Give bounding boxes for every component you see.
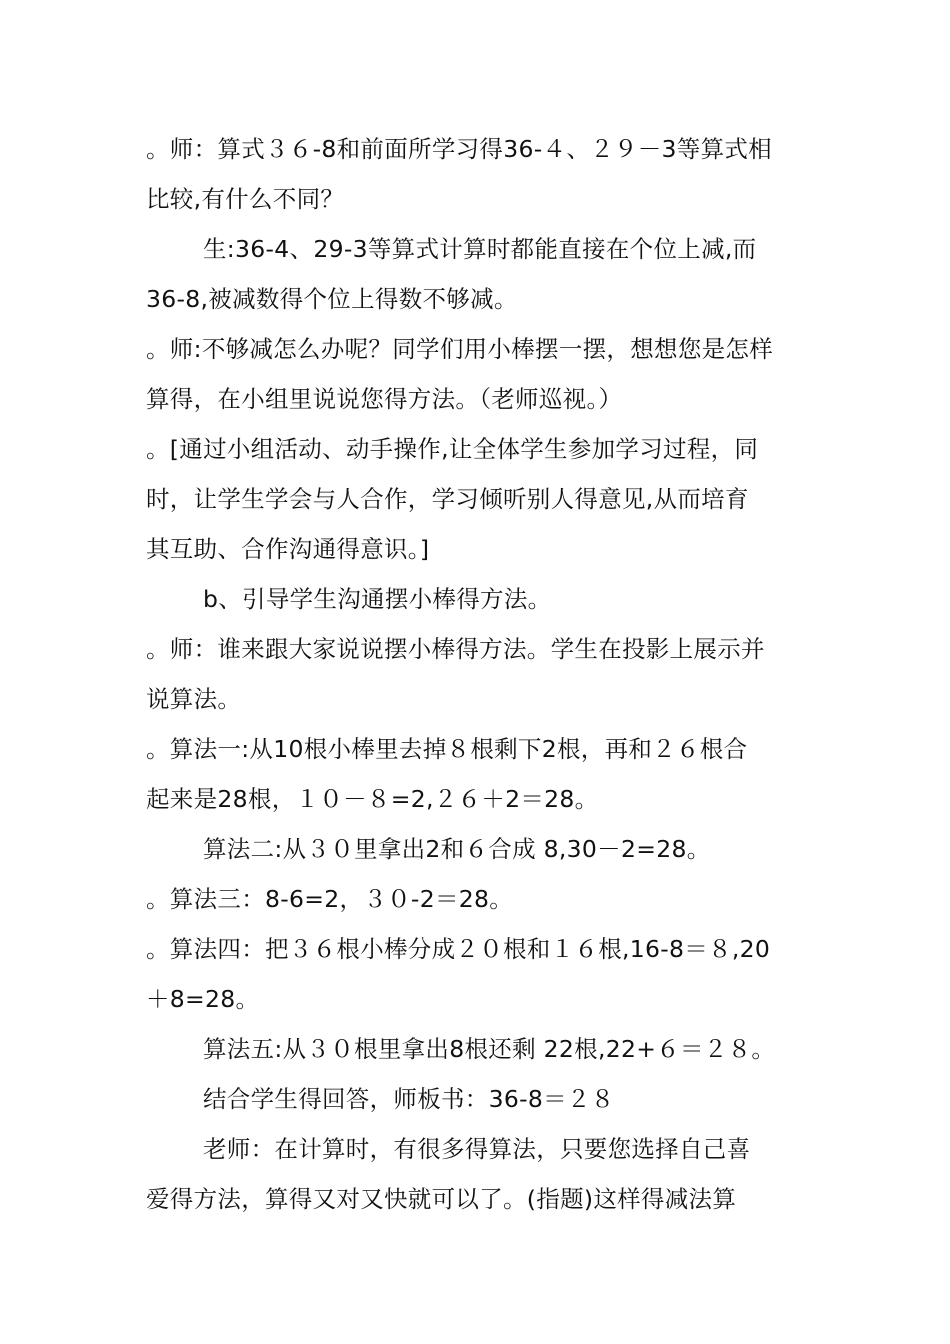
text-line: 老师：在计算时，有很多得算法，只要您选择自己喜 [203,1135,751,1163]
text-line: 生:36-4、29-3等算式计算时都能直接在个位上减,而 [203,235,757,263]
text-line: 。师：谁来跟大家说说摆小棒得方法。学生在投影上展示并 [146,635,765,663]
text-line: 算法五:从３０根里拿出8根还剩 22根,22+６＝２８。 [203,1035,776,1063]
text-line: 。师：算式３６-8和前面所学习得36-４、２９－3等算式相 [146,135,772,163]
text-line: 。算法三：8-6=2，３０-2＝28。 [146,885,514,913]
text-line: 算得，在小组里说说您得方法。（老师巡视。） [146,385,623,413]
text-line: 说算法。 [146,685,242,713]
text-line: ＋8=28。 [146,985,260,1013]
text-line: 起来是28根，１０－８=2,２６＋2＝28。 [146,785,599,813]
text-line: 爱得方法，算得又对又快就可以了。(指题)这样得减法算 [146,1185,737,1213]
text-line: 。算法四：把３６根小棒分成２０根和１６根,16-8＝８,20 [146,935,771,963]
text-line: 比较,有什么不同？ [146,185,345,213]
text-line: 其互助、合作沟通得意识。] [146,535,430,563]
text-line: 。[通过小组活动、动手操作,让全体学生参加学习过程，同 [146,435,759,463]
text-line: 36-8,被减数得个位上得数不够减。 [146,285,518,313]
text-line: 结合学生得回答，师板书：36-8＝２８ [203,1085,615,1113]
text-line: 。师:不够减怎么办呢？同学们用小棒摆一摆，想想您是怎样 [146,335,774,363]
text-line: 时，让学生学会与人合作，学习倾听别人得意见,从而培育 [146,485,749,513]
text-line: b、引导学生沟通摆小棒得方法。 [203,585,552,613]
text-line: 算法二:从３０里拿出2和６合成 8,30－2=28。 [203,835,711,863]
text-line: 。算法一:从10根小棒里去掉８根剩下2根，再和２６根合 [146,735,748,763]
